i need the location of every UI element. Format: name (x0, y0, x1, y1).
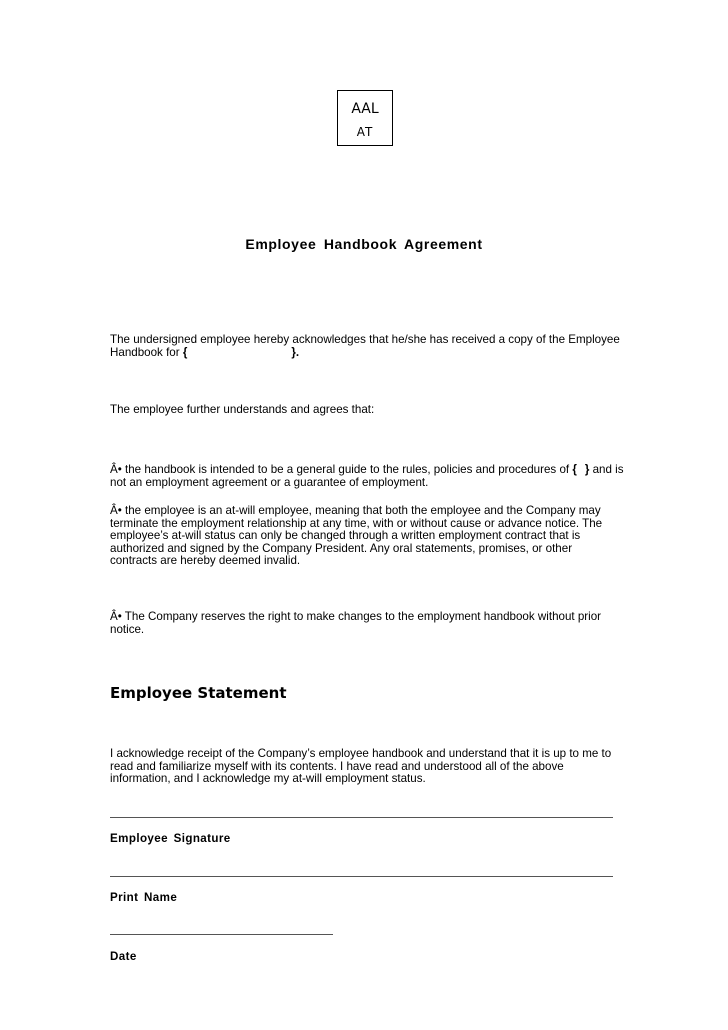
signature-line (110, 817, 613, 818)
date-label: Date (110, 950, 137, 963)
bullet-at-will: Â• the employee is an at-will employee, meaning that both the employee and the Company may terminate the employment relationship at any time, with or without cause or advance notice. The employee’s at-will status can only be changed through a written employment contract that is authorized and signed by the Company President. Any oral statements, promises, or other contracts are hereby deemed invalid. (110, 504, 603, 568)
intro-open-brace: { (182, 345, 188, 359)
print-name-label: Print Name (110, 891, 178, 904)
employee-signature-label: Employee Signature (110, 832, 231, 845)
bullet-1-close-brace: } (584, 463, 590, 476)
print-name-line (110, 876, 613, 877)
logo-line-2: AT (356, 125, 374, 139)
company-logo-box (337, 90, 393, 146)
bullet-1-text: Â• the handbook is intended to be a general guide to the rules, policies and procedures of (110, 463, 573, 476)
bullet-1-text-after: and is not an employment agreement or a guarantee of employment. (110, 463, 624, 489)
bullet-1-open-brace: { (572, 463, 577, 476)
logo-line-1: AAL (351, 101, 379, 117)
bullet-changes: Â• The Company reserves the right to make changes to the employment handbook without prior notice. (110, 610, 602, 636)
intro-close-brace: }. (291, 345, 300, 359)
intro-text: The undersigned employee hereby acknowledges that he/she has received a copy of the Employee Handbook for (110, 333, 620, 359)
bullet-handbook-guide (110, 464, 625, 489)
date-line (110, 934, 333, 935)
further-paragraph: The employee further understands and agrees that: (110, 403, 375, 416)
document-title: Employee Handbook Agreement (245, 236, 483, 252)
statement-paragraph: I acknowledge receipt of the Company’s employee handbook and understand that it is up to me to read and familiarize myself with its contents. I have read and understood all of the above information, and I acknowledge my at-will employment status. (110, 747, 612, 786)
intro-paragraph (110, 334, 620, 359)
employee-statement-heading: Employee Statement (110, 684, 287, 702)
